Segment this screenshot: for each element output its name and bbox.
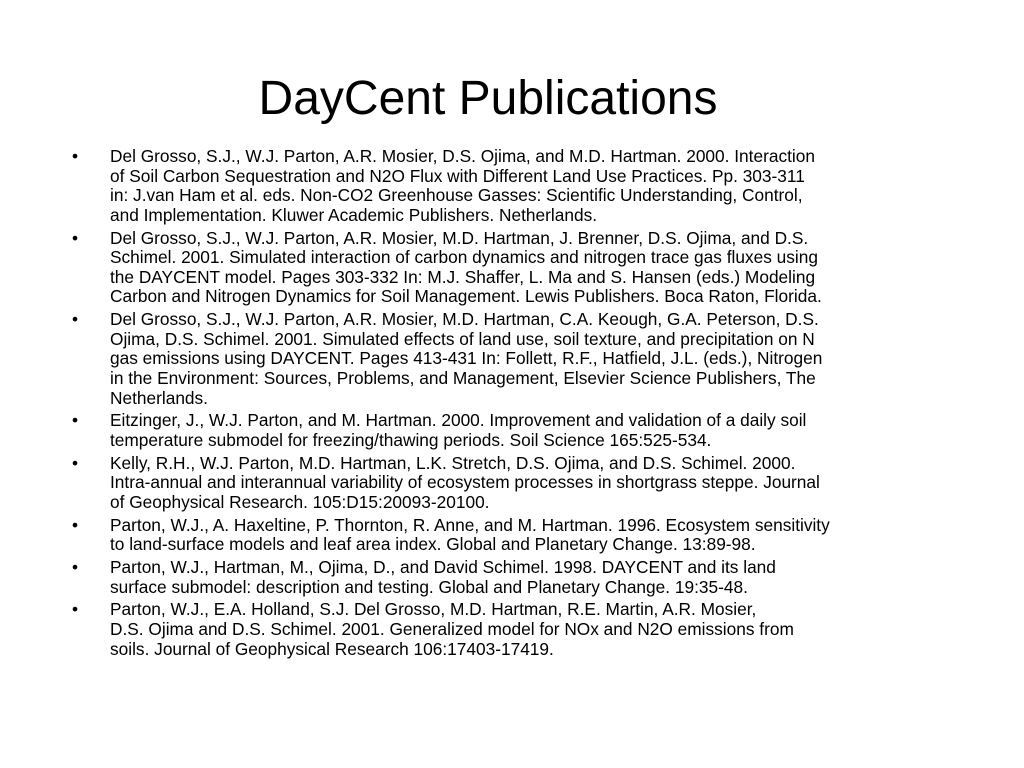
bullet-icon: • xyxy=(72,410,79,431)
reference-item xyxy=(72,516,952,555)
reference-text: Parton, W.J., E.A. Holland, S.J. Del Grosso, M.D. Hartman, R.E. Martin, A.R. Mosier, D.S. Ojima and D.S. Schimel. 2001. Generalized model for NOx and N2O emissions from soils. Journal of Geophysical Research 106:17403-17419. xyxy=(110,599,794,659)
reference-list xyxy=(72,147,952,662)
bullet-icon: • xyxy=(72,599,79,620)
slide-title xyxy=(0,70,1024,128)
reference-item xyxy=(72,558,952,597)
reference-text: Eitzinger, J., W.J. Parton, and M. Hartman. 2000. Improvement and validation of a daily soil temperature submodel for freezing/thawing periods. Soil Science 165:525-534. xyxy=(110,410,807,450)
reference-text: Parton, W.J., A. Haxeltine, P. Thornton, R. Anne, and M. Hartman. 1996. Ecosystem sensitivity to land-surface models and leaf area index. Global and Planetary Change. 13:89-98. xyxy=(110,514,830,555)
bullet-icon: • xyxy=(72,557,79,577)
bullet-icon: • xyxy=(72,227,79,248)
reference-item xyxy=(72,454,952,513)
bullet-icon: • xyxy=(72,452,79,473)
reference-text: Del Grosso, S.J., W.J. Parton, A.R. Mosier, D.S. Ojima, and M.D. Hartman. 2000. Interaction of Soil Carbon Sequestration and N2O Flux with Different Land Use Practices. Pp. 303-311 in: J.van Ham et al. eds. Non-CO2 Greenhouse Gasses: Scientific Understanding, Control, and Implementation. Kluwer Academic Publishers. Netherlands. xyxy=(110,146,815,225)
reference-item xyxy=(72,600,952,659)
reference-item xyxy=(72,310,952,408)
slide-title-text: DayCent Publications xyxy=(258,72,718,125)
reference-text: Parton, W.J., Hartman, M., Ojima, D., and David Schimel. 1998. DAYCENT and its land surface submodel: description and testing. Global and Planetary Change. 19:35-48. xyxy=(110,557,776,597)
reference-item xyxy=(72,411,952,450)
reference-item xyxy=(72,229,952,307)
bullet-icon: • xyxy=(72,146,79,166)
reference-text: Del Grosso, S.J., W.J. Parton, A.R. Mosier, M.D. Hartman, C.A. Keough, G.A. Peterson, D.S. Ojima, D.S. Schimel. 2001. Simulated effects of land use, soil texture, and precipitation on N gas emissions using DAYCENT. Pages 413-431 In: Follett, R.F., Hatfield, J.L. (eds.), Nitrogen in the Environment: Sources, Problems, and Management, Elsevier Science Publishers, The Netherlands. xyxy=(110,309,823,408)
bullet-icon: • xyxy=(72,514,79,535)
reference-item xyxy=(72,147,952,225)
reference-text: Kelly, R.H., W.J. Parton, M.D. Hartman, L.K. Stretch, D.S. Ojima, and D.S. Schimel. 2000. Intra-annual and interannual variability of ecosystem processes in shortgrass steppe. Journal of Geophysical Research. 105:D15:20093-20100. xyxy=(110,452,820,512)
bullet-icon: • xyxy=(72,309,79,330)
reference-text: Del Grosso, S.J., W.J. Parton, A.R. Mosier, M.D. Hartman, J. Brenner, D.S. Ojima, and D.S. Schimel. 2001. Simulated interaction of carbon dynamics and nitrogen trace gas fluxes using the DAYCENT model. Pages 303-332 In: M.J. Shaffer, L. Ma and S. Hansen (eds.) Modeling Carbon and Nitrogen Dynamics for Soil Management. Lewis Publishers. Boca Raton, Florida. xyxy=(110,227,822,307)
